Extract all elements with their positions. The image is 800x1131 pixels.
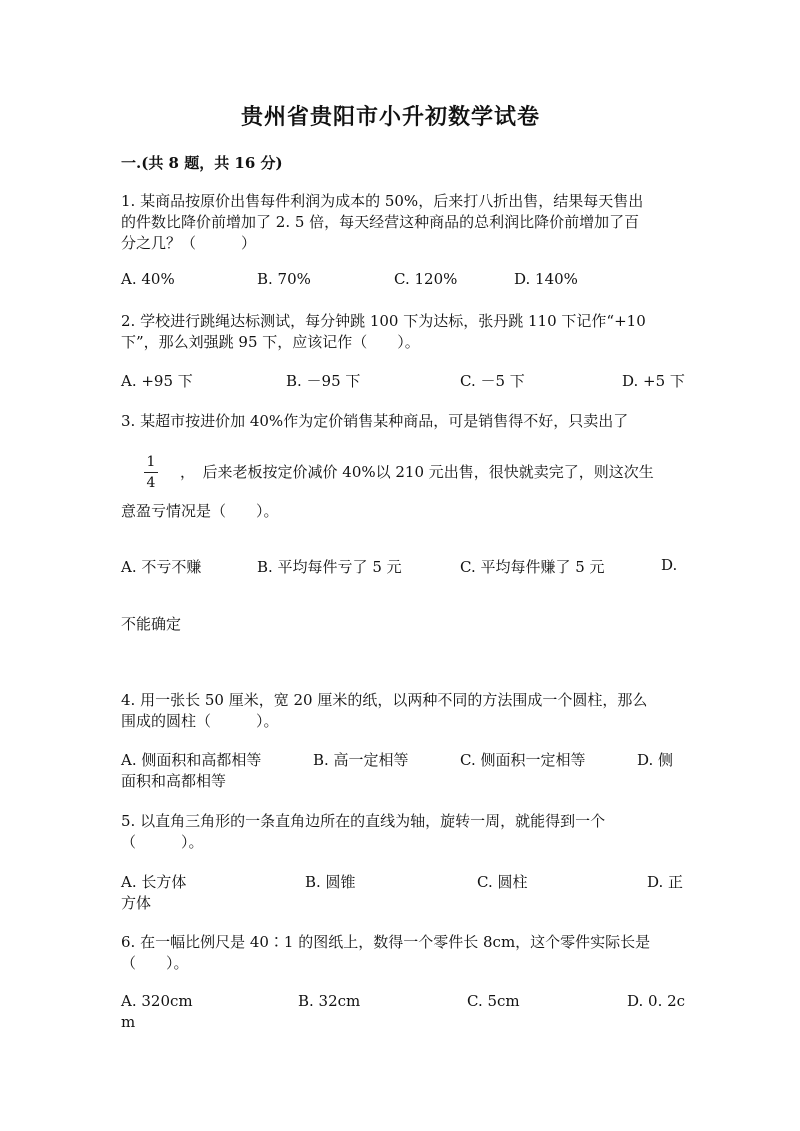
option-b: B. 平均每件亏了 5 元 bbox=[257, 558, 402, 576]
fraction-denominator: 4 bbox=[146, 475, 156, 491]
option-a: A. 320cm bbox=[121, 992, 193, 1010]
option-b: B. －95 下 bbox=[286, 372, 361, 390]
option-d: D. bbox=[661, 556, 678, 574]
fraction bbox=[144, 454, 158, 491]
question-text: 6. 在一幅比例尺是 40∶1 的图纸上，数得一个零件长 8cm，这个零件实际长是 bbox=[121, 933, 651, 951]
option-c: C. －5 下 bbox=[460, 372, 525, 390]
section-heading: 一.(共 8 题，共 16 分) bbox=[121, 154, 283, 172]
option-b: B. 高一定相等 bbox=[313, 751, 409, 769]
question-text: （ ）。 bbox=[121, 954, 189, 972]
option-c: C. 5cm bbox=[467, 992, 520, 1010]
question-text: （ ）。 bbox=[121, 833, 204, 851]
option-c: C. 平均每件赚了 5 元 bbox=[460, 558, 605, 576]
option-c: C. 圆柱 bbox=[477, 873, 528, 891]
option-d: D. 0. 2c bbox=[627, 992, 686, 1010]
option-a: A. 40% bbox=[121, 270, 175, 288]
question-text: 1. 某商品按原价出售每件利润为成本的 50%，后来打八折出售，结果每天售出 bbox=[121, 192, 644, 210]
option-b: B. 70% bbox=[257, 270, 311, 288]
question-text: 5. 以直角三角形的一条直角边所在的直线为轴，旋转一周，就能得到一个 bbox=[121, 812, 606, 830]
option-d: D. 侧 bbox=[637, 751, 674, 769]
option-d: D. 140% bbox=[514, 270, 578, 288]
question-text: 2. 学校进行跳绳达标测试，每分钟跳 100 下为达标，张丹跳 110 下记作“+10 bbox=[121, 312, 646, 330]
question-text: 下”，那么刘强跳 95 下，应该记作（ ）。 bbox=[121, 333, 420, 351]
option-c: C. 侧面积一定相等 bbox=[460, 751, 586, 769]
option-c: C. 120% bbox=[394, 270, 458, 288]
option-d-continued: 不能确定 bbox=[121, 615, 182, 633]
option-b: B. 圆锥 bbox=[305, 873, 356, 891]
question-text: ， 后来老板按定价减价 40%以 210 元出售，很快就卖完了，则这次生 bbox=[180, 463, 654, 481]
option-d-continued: 面积和高都相等 bbox=[121, 772, 227, 790]
option-d: D. 正 bbox=[647, 873, 684, 891]
option-a: A. 不亏不赚 bbox=[121, 558, 202, 576]
option-d-continued: 方体 bbox=[121, 894, 152, 912]
option-a: A. 侧面积和高都相等 bbox=[121, 751, 262, 769]
question-text: 4. 用一张长 50 厘米，宽 20 厘米的纸，以两种不同的方法围成一个圆柱，那么 bbox=[121, 691, 648, 709]
question-text: 围成的圆柱（ ）。 bbox=[121, 712, 279, 730]
question-text: 3. 某超市按进价加 40%作为定价销售某种商品，可是销售得不好，只卖出了 bbox=[121, 412, 629, 430]
page-title: 贵州省贵阳市小升初数学试卷 bbox=[241, 104, 541, 130]
option-a: A. 长方体 bbox=[121, 873, 187, 891]
question-text: 分之几？（ ） bbox=[121, 234, 257, 252]
fraction-numerator: 1 bbox=[146, 454, 156, 470]
option-d-continued: m bbox=[121, 1013, 136, 1031]
option-d: D. +5 下 bbox=[622, 372, 685, 390]
question-text: 意盈亏情况是（ ）。 bbox=[121, 502, 279, 520]
question-text: 的件数比降价前增加了 2. 5 倍，每天经营这种商品的总利润比降价前增加了百 bbox=[121, 213, 640, 231]
option-b: B. 32cm bbox=[298, 992, 361, 1010]
option-a: A. +95 下 bbox=[121, 372, 193, 390]
fraction-bar bbox=[144, 472, 158, 473]
